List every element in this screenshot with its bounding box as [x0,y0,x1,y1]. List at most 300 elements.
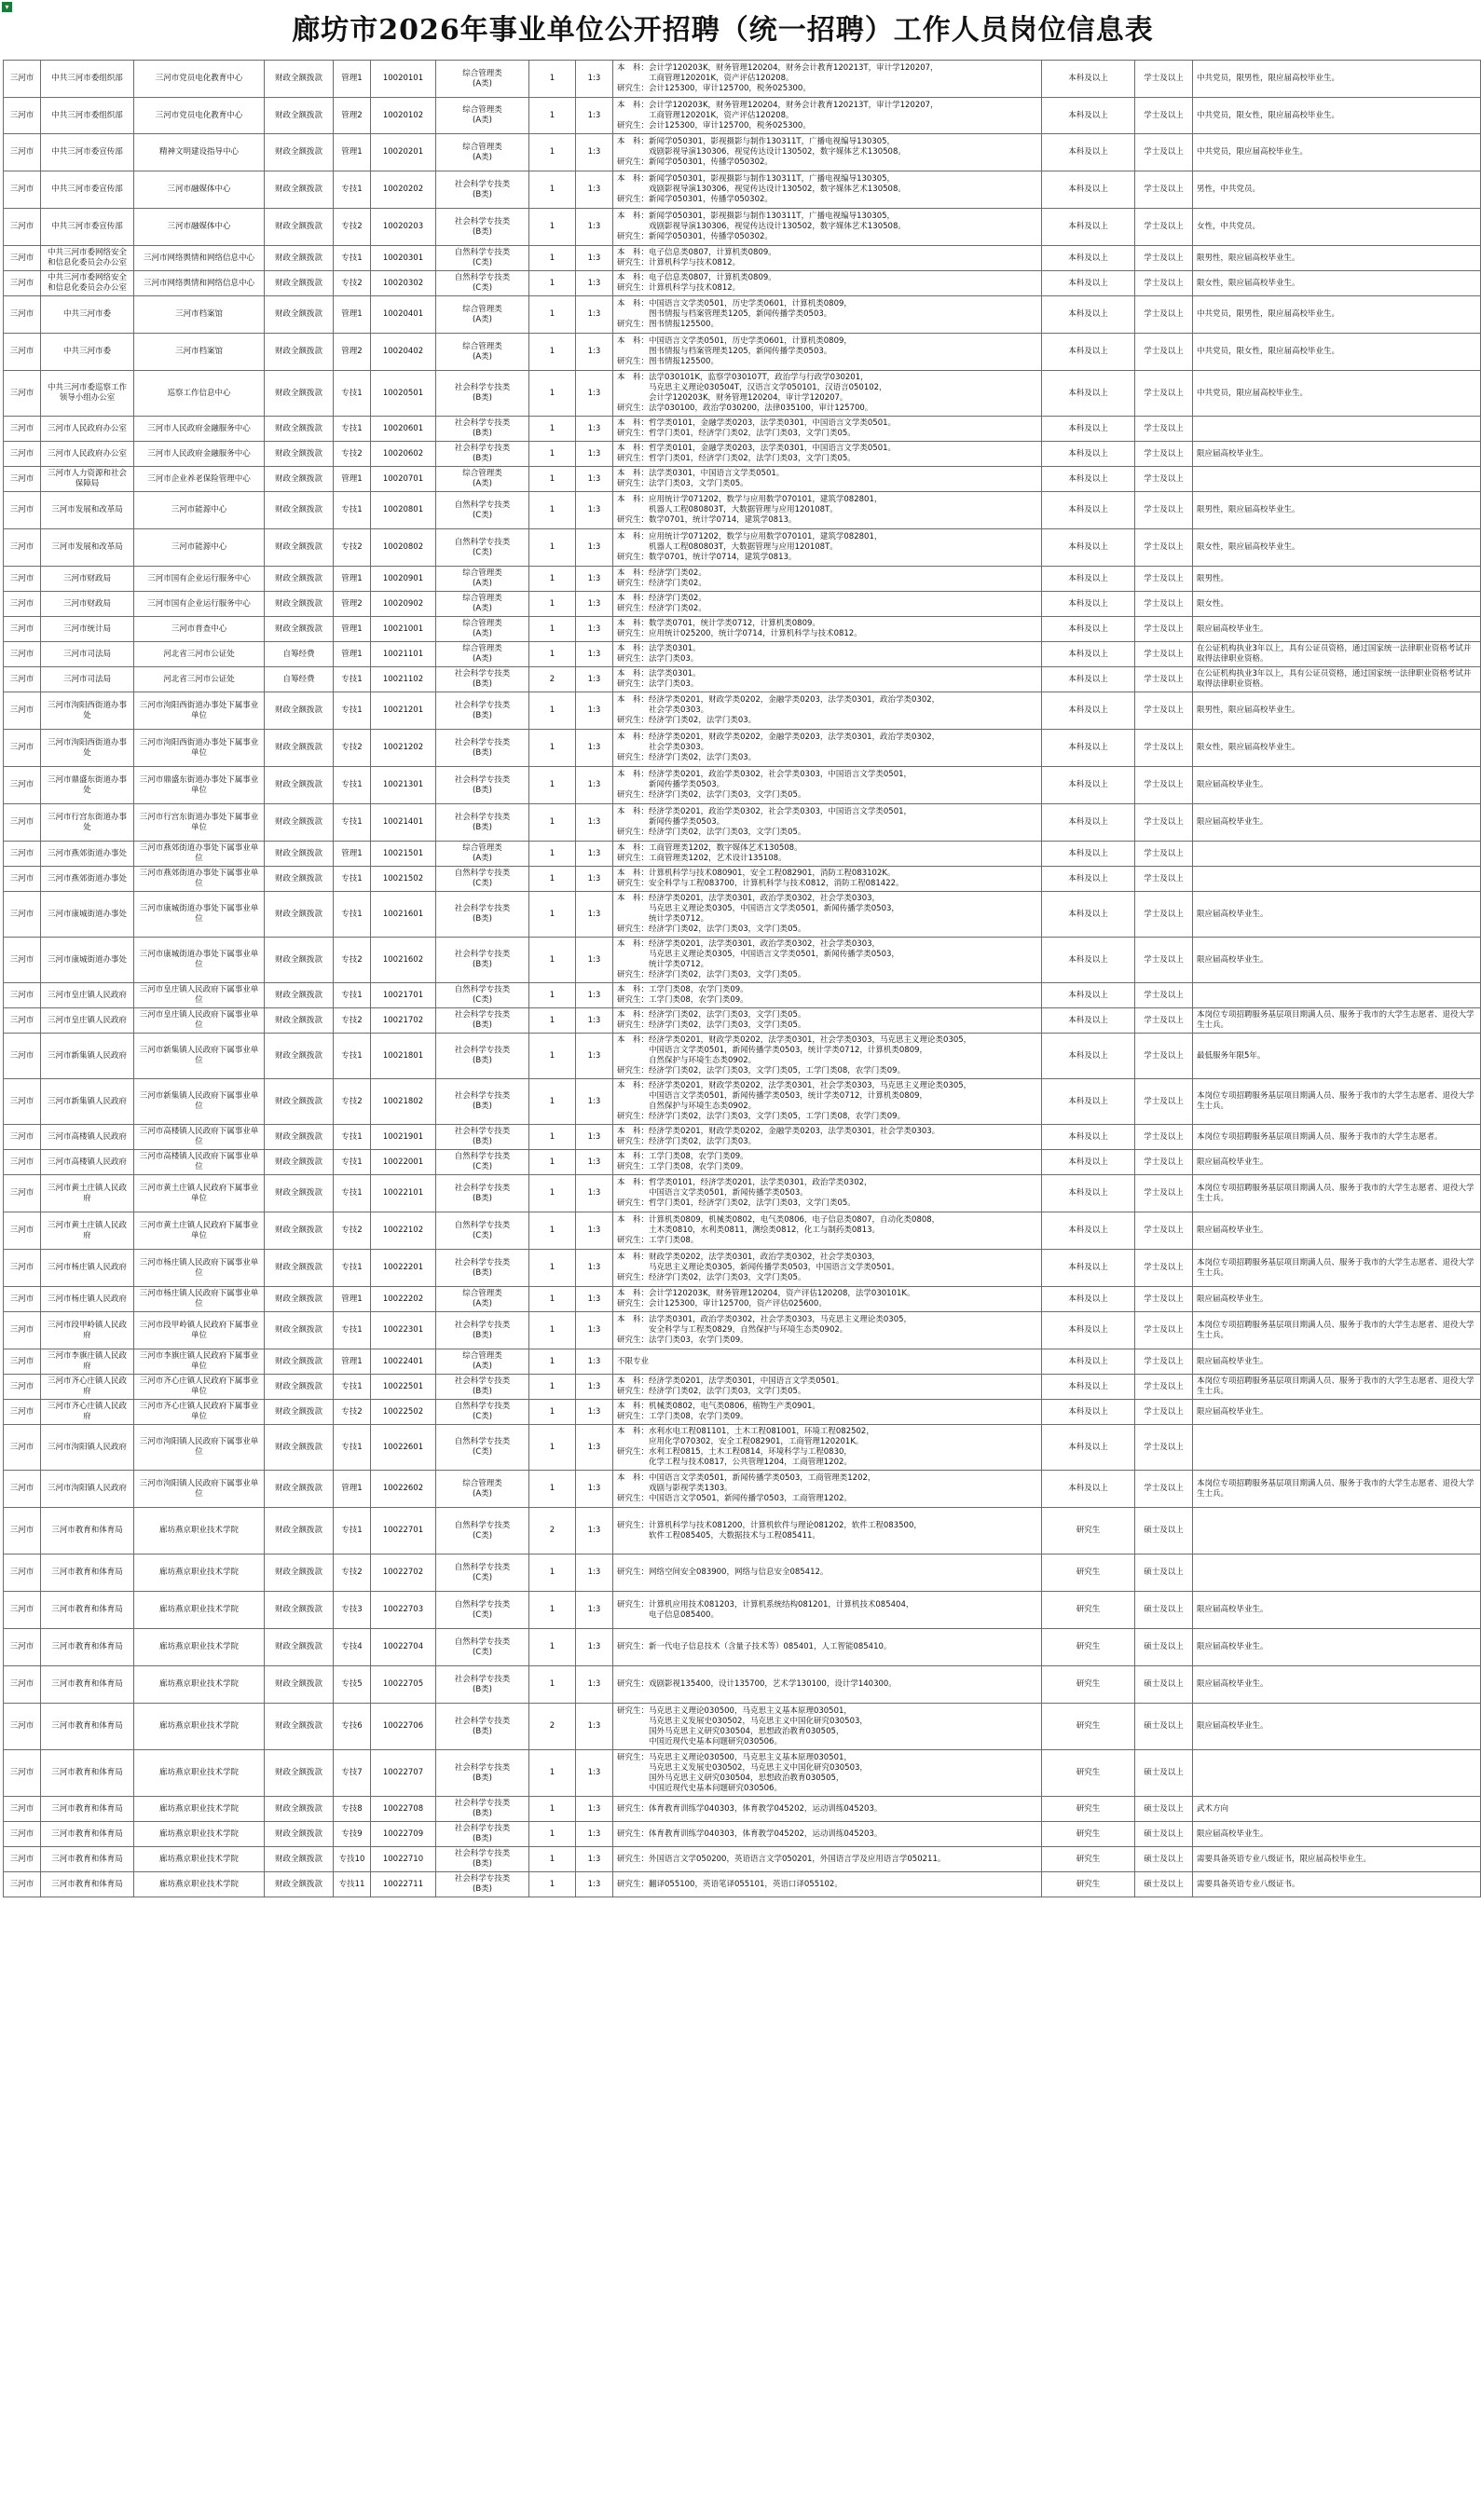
cell-position-number: 10022501 [371,1375,436,1400]
cell-education: 本科及以上 [1042,371,1135,417]
cell-unit: 三河市康城街道办事处下属事业单位 [134,892,265,938]
cell-region: 三河市 [4,371,41,417]
cell-position-number: 10022706 [371,1704,436,1750]
cell-education: 本科及以上 [1042,492,1135,529]
cell-degree: 学士及以上 [1135,334,1193,371]
cell-funding-type: 财政全额拨款 [265,492,334,529]
cell-headcount: 1 [529,1425,576,1471]
cell-department: 中共三河市委网络安全和信息化委员会办公室 [41,246,134,271]
cell-unit: 廊坊燕京职业技术学院 [134,1592,265,1629]
cell-education: 本科及以上 [1042,1125,1135,1150]
cell-department: 三河市高楼镇人民政府 [41,1125,134,1150]
cell-education: 本科及以上 [1042,334,1135,371]
cell-degree: 硕士及以上 [1135,1847,1193,1872]
cell-ratio: 1:3 [576,867,613,892]
cell-exam-category: 社会科学专技类 (B类) [436,804,529,842]
cell-position-code: 专技1 [334,1175,371,1212]
cell-education: 本科及以上 [1042,1400,1135,1425]
cell-ratio: 1:3 [576,296,613,334]
cell-region: 三河市 [4,417,41,442]
cell-notes: 限应届高校毕业生。 [1193,1666,1481,1704]
cell-exam-category: 社会科学专技类 (B类) [436,1375,529,1400]
cell-department: 三河市统计局 [41,617,134,642]
cell-position-code: 专技2 [334,442,371,467]
cell-region: 三河市 [4,1400,41,1425]
cell-education: 本科及以上 [1042,529,1135,567]
cell-education: 研究生 [1042,1797,1135,1822]
job-table [3,60,1481,1897]
cell-department: 三河市司法局 [41,642,134,667]
cell-ratio: 1:3 [576,467,613,492]
cell-department: 三河市杨庄镇人民政府 [41,1287,134,1312]
cell-education: 本科及以上 [1042,467,1135,492]
cell-department: 三河市黄土庄镇人民政府 [41,1212,134,1250]
cell-exam-category: 社会科学专技类 (B类) [436,442,529,467]
cell-notes: 限应届高校毕业生。 [1193,1629,1481,1666]
cell-region: 三河市 [4,867,41,892]
cell-ratio: 1:3 [576,1822,613,1847]
cell-region: 三河市 [4,567,41,592]
cell-region: 三河市 [4,1666,41,1704]
cell-department: 三河市人民政府办公室 [41,417,134,442]
cell-headcount: 1 [529,246,576,271]
cell-ratio: 1:3 [576,892,613,938]
cell-department: 中共三河市委网络安全和信息化委员会办公室 [41,271,134,296]
cell-major-requirement: 本 科：会计学120203K，财务管理120204，财务会计教育120213T，审计学120207， 工商管理120201K，资产评估120208。 研究生：会计125300，审计125700，税务025300。 [613,61,1042,98]
cell-department: 三河市康城街道办事处 [41,892,134,938]
cell-unit: 三河市网络舆情和网络信息中心 [134,271,265,296]
table-row [4,1034,1481,1079]
cell-funding-type: 财政全额拨款 [265,1592,334,1629]
table-row [4,1704,1481,1750]
cell-position-number: 10020101 [371,61,436,98]
cell-unit: 三河市国有企业运行服务中心 [134,592,265,617]
cell-exam-category: 综合管理类 (A类) [436,842,529,867]
cell-position-code: 管理2 [334,334,371,371]
cell-degree: 学士及以上 [1135,892,1193,938]
cell-major-requirement: 本 科：机械类0802，电气类0806，植物生产类0901。 研究生：工学门类08，农学门类09。 [613,1400,1042,1425]
cell-position-code: 专技1 [334,371,371,417]
cell-degree: 学士及以上 [1135,983,1193,1008]
cell-headcount: 1 [529,1629,576,1666]
cell-degree: 硕士及以上 [1135,1797,1193,1822]
cell-department: 三河市高楼镇人民政府 [41,1150,134,1175]
table-row [4,61,1481,98]
cell-department: 三河市燕郊街道办事处 [41,867,134,892]
cell-region: 三河市 [4,529,41,567]
cell-department: 三河市段甲岭镇人民政府 [41,1312,134,1349]
cell-headcount: 1 [529,1847,576,1872]
cell-department: 三河市人民政府办公室 [41,442,134,467]
cell-major-requirement: 本 科：法学类0301，政治学类0302，社会学类0303，马克思主义理论类0305， 安全科学与工程类0829，自然保护与环境生态类0902。 研究生：法学门类03，农学门类09。 [613,1312,1042,1349]
cell-notes: 限男性，限应届高校毕业生。 [1193,692,1481,730]
cell-funding-type: 财政全额拨款 [265,804,334,842]
cell-notes [1193,467,1481,492]
cell-position-number: 10020901 [371,567,436,592]
cell-funding-type: 财政全额拨款 [265,842,334,867]
cell-position-code: 专技2 [334,1554,371,1592]
cell-department: 三河市杨庄镇人民政府 [41,1250,134,1287]
cell-position-number: 10021502 [371,867,436,892]
cell-department: 三河市皇庄镇人民政府 [41,1008,134,1034]
cell-region: 三河市 [4,842,41,867]
cell-region: 三河市 [4,1175,41,1212]
cell-unit: 三河市国有企业运行服务中心 [134,567,265,592]
cell-notes: 在公证机构执业3年以上，具有公证员资格，通过国家统一法律职业资格考试并取得法律职业资格。 [1193,642,1481,667]
cell-education: 本科及以上 [1042,667,1135,692]
cell-exam-category: 社会科学专技类 (B类) [436,171,529,209]
cell-ratio: 1:3 [576,1034,613,1079]
cell-ratio: 1:3 [576,1312,613,1349]
cell-unit: 三河市高楼镇人民政府下属事业单位 [134,1150,265,1175]
cell-notes [1193,867,1481,892]
cell-department: 三河市黄土庄镇人民政府 [41,1175,134,1212]
cell-ratio: 1:3 [576,98,613,134]
cell-unit: 廊坊燕京职业技术学院 [134,1750,265,1797]
cell-region: 三河市 [4,1212,41,1250]
cell-region: 三河市 [4,667,41,692]
cell-region: 三河市 [4,1797,41,1822]
cell-degree: 学士及以上 [1135,842,1193,867]
cell-degree: 硕士及以上 [1135,1750,1193,1797]
cell-major-requirement: 本 科：法学类0301。 研究生：法学门类03。 [613,667,1042,692]
job-table-body [4,61,1481,1897]
cell-major-requirement: 本 科：中国语言文学类0501，历史学类0601，计算机类0809， 图书情报与档案管理类1205，新闻传播学类0503。 研究生：图书情报125500。 [613,296,1042,334]
cell-headcount: 1 [529,134,576,171]
cell-position-number: 10022502 [371,1400,436,1425]
cell-region: 三河市 [4,730,41,767]
table-row [4,1150,1481,1175]
cell-education: 本科及以上 [1042,61,1135,98]
cell-exam-category: 自然科学专技类 (C类) [436,529,529,567]
cell-degree: 学士及以上 [1135,667,1193,692]
cell-unit: 三河市燕郊街道办事处下属事业单位 [134,867,265,892]
cell-position-number: 10020301 [371,246,436,271]
cell-position-number: 10021702 [371,1008,436,1034]
cell-notes: 在公证机构执业3年以上，具有公证员资格，通过国家统一法律职业资格考试并取得法律职业资格。 [1193,667,1481,692]
cell-ratio: 1:3 [576,1287,613,1312]
cell-notes [1193,842,1481,867]
cell-education: 研究生 [1042,1554,1135,1592]
cell-degree: 硕士及以上 [1135,1554,1193,1592]
cell-headcount: 1 [529,98,576,134]
cell-education: 研究生 [1042,1750,1135,1797]
cell-major-requirement: 本 科：新闻学050301，影视摄影与制作130311T，广播电视编导130305， 戏剧影视导演130306，视觉传达设计130502，数字媒体艺术130508。 研究生：新闻学050301，传播学050302。 [613,209,1042,246]
cell-position-code: 专技1 [334,1508,371,1554]
table-row [4,1400,1481,1425]
cell-funding-type: 财政全额拨款 [265,171,334,209]
cell-degree: 学士及以上 [1135,417,1193,442]
cell-funding-type: 财政全额拨款 [265,1750,334,1797]
cell-ratio: 1:3 [576,767,613,804]
cell-funding-type: 财政全额拨款 [265,617,334,642]
cell-department: 三河市教育和体育局 [41,1554,134,1592]
cell-position-code: 专技5 [334,1666,371,1704]
cell-exam-category: 社会科学专技类 (B类) [436,1666,529,1704]
cell-degree: 硕士及以上 [1135,1666,1193,1704]
cell-major-requirement: 本 科：应用统计学071202，数学与应用数学070101，建筑学082801， 机器人工程080803T，大数据管理与应用120108T。 研究生：数学0701，统计学0714，建筑学0813。 [613,529,1042,567]
cell-exam-category: 自然科学专技类 (C类) [436,271,529,296]
cell-notes: 限男性。 [1193,567,1481,592]
cell-position-number: 10020302 [371,271,436,296]
table-row [4,1750,1481,1797]
cell-funding-type: 财政全额拨款 [265,1008,334,1034]
table-row [4,296,1481,334]
cell-funding-type: 财政全额拨款 [265,1175,334,1212]
cell-region: 三河市 [4,271,41,296]
cell-position-code: 专技1 [334,246,371,271]
cell-department: 三河市教育和体育局 [41,1750,134,1797]
cell-headcount: 1 [529,1212,576,1250]
cell-position-code: 专技4 [334,1629,371,1666]
table-row [4,1471,1481,1508]
cell-unit: 三河市融媒体中心 [134,209,265,246]
cell-headcount: 1 [529,1079,576,1125]
cell-headcount: 1 [529,1822,576,1847]
cell-major-requirement: 研究生：体育教育训练学040303，体育教学045202，运动训练045203。 [613,1797,1042,1822]
cell-degree: 学士及以上 [1135,692,1193,730]
cell-ratio: 1:3 [576,1175,613,1212]
table-row [4,1425,1481,1471]
cell-department: 中共三河市委 [41,296,134,334]
cell-education: 本科及以上 [1042,209,1135,246]
cell-region: 三河市 [4,1629,41,1666]
cell-department: 三河市行宫东街道办事处 [41,804,134,842]
table-row [4,642,1481,667]
table-row [4,1375,1481,1400]
cell-position-number: 10020602 [371,442,436,467]
cell-headcount: 1 [529,1034,576,1079]
table-row [4,417,1481,442]
cell-position-code: 管理1 [334,296,371,334]
cell-notes: 限应届高校毕业生。 [1193,1704,1481,1750]
cell-position-code: 专技3 [334,1592,371,1629]
cell-major-requirement: 本 科：经济学类0201，法学类0301，政治学类0302，社会学类0303， 马克思主义理论类0305，中国语言文学类0501，新闻传播学类0503， 统计学类0712。 研究生：经济学门类02，法学门类03，文学门类05。 [613,892,1042,938]
cell-unit: 三河市泃阳镇人民政府下属事业单位 [134,1425,265,1471]
cell-funding-type: 财政全额拨款 [265,592,334,617]
cell-notes: 中共党员，限男性，限应届高校毕业生。 [1193,61,1481,98]
cell-exam-category: 社会科学专技类 (B类) [436,1822,529,1847]
cell-exam-category: 综合管理类 (A类) [436,467,529,492]
cell-education: 研究生 [1042,1592,1135,1629]
cell-funding-type: 财政全额拨款 [265,1847,334,1872]
cell-position-code: 管理1 [334,134,371,171]
table-row [4,98,1481,134]
cell-education: 本科及以上 [1042,442,1135,467]
cell-education: 本科及以上 [1042,867,1135,892]
cell-unit: 廊坊燕京职业技术学院 [134,1704,265,1750]
cell-funding-type: 财政全额拨款 [265,296,334,334]
cell-department: 三河市教育和体育局 [41,1847,134,1872]
cell-headcount: 1 [529,1797,576,1822]
cell-position-number: 10020801 [371,492,436,529]
cell-major-requirement: 本 科：工学门类08，农学门类09。 研究生：工学门类08，农学门类09。 [613,983,1042,1008]
cell-region: 三河市 [4,1822,41,1847]
cell-education: 本科及以上 [1042,892,1135,938]
cell-degree: 学士及以上 [1135,730,1193,767]
cell-exam-category: 社会科学专技类 (B类) [436,209,529,246]
cell-region: 三河市 [4,1250,41,1287]
cell-degree: 学士及以上 [1135,1175,1193,1212]
table-row [4,730,1481,767]
cell-education: 本科及以上 [1042,592,1135,617]
cell-exam-category: 社会科学专技类 (B类) [436,1704,529,1750]
table-row [4,1287,1481,1312]
cell-position-code: 专技1 [334,1250,371,1287]
cell-major-requirement: 本 科：哲学类0101，金融学类0203，法学类0301，中国语言文学类0501。 研究生：哲学门类01，经济学门类02，法学门类03，文学门类05。 [613,442,1042,467]
cell-major-requirement: 本 科：经济学类0201，财政学类0202，法学类0301，社会学类0303，马克思主义理论类0305， 中国语言文学类0501，新闻传播学类0503，统计学类0712，计算机类0809， 自然保护与环境生态类0902。 研究生：经济学门类02，法学门类03，文学门类05，工学门类08，农学门类09。 [613,1034,1042,1079]
cell-degree: 学士及以上 [1135,642,1193,667]
cell-exam-category: 社会科学专技类 (B类) [436,938,529,983]
cell-unit: 三河市能源中心 [134,529,265,567]
table-row [4,692,1481,730]
cell-position-code: 专技1 [334,692,371,730]
cell-funding-type: 财政全额拨款 [265,371,334,417]
cell-major-requirement: 本 科：会计学120203K，财务管理120204，财务会计教育120213T，审计学120207， 工商管理120201K，资产评估120208。 研究生：会计125300，审计125700，税务025300。 [613,98,1042,134]
cell-position-number: 10020802 [371,529,436,567]
cell-education: 本科及以上 [1042,171,1135,209]
cell-exam-category: 社会科学专技类 (B类) [436,1034,529,1079]
cell-notes [1193,1425,1481,1471]
cell-headcount: 1 [529,1400,576,1425]
cell-unit: 三河市李旗庄镇人民政府下属事业单位 [134,1349,265,1375]
cell-unit: 三河市新集镇人民政府下属事业单位 [134,1079,265,1125]
cell-region: 三河市 [4,1008,41,1034]
cell-position-code: 专技2 [334,938,371,983]
cell-headcount: 1 [529,1375,576,1400]
cell-degree: 学士及以上 [1135,938,1193,983]
cell-headcount: 1 [529,983,576,1008]
cell-exam-category: 综合管理类 (A类) [436,592,529,617]
cell-ratio: 1:3 [576,134,613,171]
cell-education: 本科及以上 [1042,842,1135,867]
cell-position-code: 专技1 [334,1375,371,1400]
cell-position-code: 管理1 [334,842,371,867]
cell-notes: 限男性，限应届高校毕业生。 [1193,246,1481,271]
cell-funding-type: 财政全额拨款 [265,1471,334,1508]
cell-funding-type: 财政全额拨款 [265,1250,334,1287]
cell-funding-type: 财政全额拨款 [265,334,334,371]
cell-position-number: 10020203 [371,209,436,246]
cell-headcount: 1 [529,892,576,938]
cell-unit: 三河市杨庄镇人民政府下属事业单位 [134,1287,265,1312]
cell-ratio: 1:3 [576,61,613,98]
table-row [4,983,1481,1008]
cell-major-requirement: 本 科：计算机科学与技术080901，安全工程082901，消防工程083102K。 研究生：安全科学与工程083700，计算机科学与技术0812，消防工程081422。 [613,867,1042,892]
cell-unit: 廊坊燕京职业技术学院 [134,1822,265,1847]
cell-headcount: 1 [529,371,576,417]
cell-headcount: 1 [529,529,576,567]
cell-position-number: 10022602 [371,1471,436,1508]
cell-funding-type: 财政全额拨款 [265,209,334,246]
cell-position-number: 10022401 [371,1349,436,1375]
cell-position-code: 专技9 [334,1822,371,1847]
cell-unit: 三河市企业养老保险管理中心 [134,467,265,492]
cell-notes: 中共党员，限应届高校毕业生。 [1193,371,1481,417]
cell-degree: 学士及以上 [1135,442,1193,467]
cell-position-number: 10021501 [371,842,436,867]
cell-position-number: 10022710 [371,1847,436,1872]
cell-position-code: 专技11 [334,1872,371,1897]
cell-unit: 三河市泃阳西街道办事处下属事业单位 [134,692,265,730]
cell-region: 三河市 [4,1349,41,1375]
cell-education: 本科及以上 [1042,692,1135,730]
cell-unit: 三河市皇庄镇人民政府下属事业单位 [134,1008,265,1034]
cell-ratio: 1:3 [576,1797,613,1822]
cell-funding-type: 财政全额拨款 [265,529,334,567]
cell-funding-type: 财政全额拨款 [265,1125,334,1150]
cell-ratio: 1:3 [576,1592,613,1629]
cell-position-number: 10020501 [371,371,436,417]
cell-position-code: 专技1 [334,1312,371,1349]
cell-notes: 本岗位专项招聘服务基层项目期满人员、服务于我市的大学生志愿者、退役大学生士兵。 [1193,1175,1481,1212]
cell-position-code: 专技2 [334,529,371,567]
cell-notes: 限应届高校毕业生。 [1193,938,1481,983]
cell-headcount: 1 [529,767,576,804]
cell-unit: 廊坊燕京职业技术学院 [134,1554,265,1592]
cell-department: 三河市泃阳镇人民政府 [41,1471,134,1508]
cell-exam-category: 社会科学专技类 (B类) [436,1250,529,1287]
cell-position-code: 专技2 [334,271,371,296]
table-row [4,892,1481,938]
cell-position-code: 专技10 [334,1847,371,1872]
cell-region: 三河市 [4,1750,41,1797]
cell-notes: 限应届高校毕业生。 [1193,804,1481,842]
cell-funding-type: 财政全额拨款 [265,271,334,296]
table-row [4,1629,1481,1666]
cell-ratio: 1:3 [576,1471,613,1508]
cell-ratio: 1:3 [576,667,613,692]
cell-ratio: 1:3 [576,492,613,529]
cell-region: 三河市 [4,804,41,842]
table-row [4,1592,1481,1629]
cell-exam-category: 自然科学专技类 (C类) [436,246,529,271]
cell-exam-category: 自然科学专技类 (C类) [436,867,529,892]
cell-major-requirement: 本 科：经济学类0201，财政学类0202，金融学类0203，法学类0301，社会学类0303。 研究生：经济学门类02，法学门类03。 [613,1125,1042,1150]
cell-headcount: 1 [529,730,576,767]
cell-funding-type: 财政全额拨款 [265,1508,334,1554]
cell-position-code: 专技2 [334,1079,371,1125]
cell-unit: 巡察工作信息中心 [134,371,265,417]
cell-unit: 河北省三河市公证处 [134,642,265,667]
cell-exam-category: 社会科学专技类 (B类) [436,767,529,804]
cell-unit: 三河市鼎盛东街道办事处下属事业单位 [134,767,265,804]
cell-funding-type: 财政全额拨款 [265,1034,334,1079]
cell-major-requirement: 本 科：电子信息类0807，计算机类0809。 研究生：计算机科学与技术0812。 [613,271,1042,296]
cell-funding-type: 财政全额拨款 [265,1629,334,1666]
cell-exam-category: 自然科学专技类 (C类) [436,1212,529,1250]
cell-unit: 三河市党员电化教育中心 [134,98,265,134]
cell-education: 本科及以上 [1042,983,1135,1008]
cell-position-number: 10022202 [371,1287,436,1312]
cell-notes [1193,417,1481,442]
cell-headcount: 1 [529,692,576,730]
cell-exam-category: 自然科学专技类 (C类) [436,1592,529,1629]
cell-ratio: 1:3 [576,592,613,617]
cell-position-number: 10022301 [371,1312,436,1349]
cell-education: 本科及以上 [1042,1425,1135,1471]
cell-unit: 三河市融媒体中心 [134,171,265,209]
cell-department: 三河市新集镇人民政府 [41,1079,134,1125]
cell-position-number: 10022711 [371,1872,436,1897]
cell-exam-category: 社会科学专技类 (B类) [436,1008,529,1034]
cell-department: 中共三河市委 [41,334,134,371]
cell-funding-type: 财政全额拨款 [265,1287,334,1312]
cell-unit: 三河市行宫东街道办事处下属事业单位 [134,804,265,842]
cell-ratio: 1:3 [576,617,613,642]
cell-notes: 男性，中共党员。 [1193,171,1481,209]
cell-major-requirement: 本 科：经济学门类02。 研究生：经济学门类02。 [613,567,1042,592]
